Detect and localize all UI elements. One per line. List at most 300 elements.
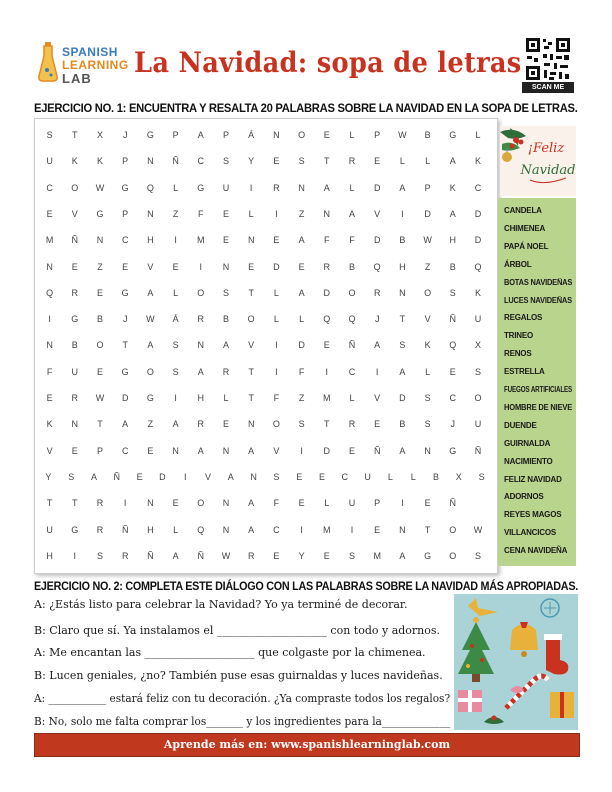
grid-cell[interactable]: M: [373, 550, 381, 561]
grid-cell[interactable]: Ñ: [373, 445, 381, 456]
grid-cell[interactable]: L: [425, 366, 431, 377]
grid-cell[interactable]: G: [71, 524, 79, 535]
grid-cell[interactable]: Y: [45, 471, 52, 482]
grid-cell[interactable]: R: [96, 524, 104, 535]
grid-cell[interactable]: B: [222, 314, 229, 325]
grid-cell[interactable]: N: [46, 261, 53, 272]
grid-cell[interactable]: K: [46, 419, 53, 430]
grid-cell[interactable]: Q: [197, 524, 205, 535]
grid-cell[interactable]: S: [222, 156, 229, 167]
grid-cell[interactable]: T: [248, 366, 254, 377]
grid-cell[interactable]: E: [348, 445, 355, 456]
grid-cell[interactable]: D: [121, 393, 129, 403]
grid-cell[interactable]: H: [46, 550, 53, 561]
grid-cell[interactable]: A: [449, 156, 456, 167]
grid-cell[interactable]: A: [90, 471, 97, 482]
grid-cell[interactable]: U: [348, 498, 356, 509]
grid-cell[interactable]: A: [298, 235, 305, 246]
grid-cell[interactable]: B: [449, 261, 456, 272]
grid-cell[interactable]: R: [323, 261, 331, 272]
grid-cell[interactable]: Z: [172, 208, 179, 219]
grid-cell[interactable]: S: [222, 287, 229, 298]
grid-cell[interactable]: A: [197, 366, 204, 377]
grid-cell[interactable]: E: [374, 524, 381, 535]
grid-cell[interactable]: N: [197, 340, 205, 351]
grid-cell[interactable]: P: [122, 208, 129, 219]
grid-cell[interactable]: V: [273, 445, 280, 456]
grid-cell[interactable]: V: [374, 208, 381, 219]
grid-cell[interactable]: J: [450, 419, 456, 430]
grid-cell[interactable]: Z: [424, 261, 431, 272]
grid-cell[interactable]: D: [323, 287, 331, 298]
grid-cell[interactable]: I: [325, 366, 329, 377]
grid-cell[interactable]: A: [298, 287, 305, 298]
grid-cell[interactable]: N: [222, 261, 230, 272]
grid-cell[interactable]: O: [298, 130, 306, 140]
grid-cell[interactable]: Á: [172, 314, 179, 325]
grid-cell[interactable]: G: [96, 208, 104, 219]
grid-cell[interactable]: H: [449, 235, 457, 246]
grid-cell[interactable]: X: [474, 340, 481, 351]
grid-cell[interactable]: I: [48, 314, 51, 325]
grid-cell[interactable]: R: [71, 393, 79, 403]
grid-cell[interactable]: G: [71, 314, 79, 325]
grid-cell[interactable]: E: [222, 235, 229, 246]
grid-cell[interactable]: B: [96, 314, 103, 325]
grid-cell[interactable]: F: [273, 498, 280, 509]
grid-cell[interactable]: S: [172, 340, 179, 351]
grid-cell[interactable]: L: [349, 393, 355, 403]
grid-cell[interactable]: O: [96, 340, 104, 351]
grid-cell[interactable]: N: [424, 445, 431, 456]
grid-cell[interactable]: S: [273, 471, 280, 482]
grid-cell[interactable]: I: [401, 208, 404, 219]
grid-cell[interactable]: S: [478, 471, 485, 482]
grid-cell[interactable]: K: [449, 182, 456, 193]
grid-cell[interactable]: S: [298, 156, 305, 167]
grid-cell[interactable]: I: [73, 550, 77, 561]
grid-cell[interactable]: X: [96, 130, 103, 140]
grid-cell[interactable]: A: [222, 340, 229, 351]
grid-cell[interactable]: Ñ: [113, 471, 121, 482]
grid-cell[interactable]: D: [399, 393, 406, 403]
grid-cell[interactable]: S: [68, 471, 75, 482]
grid-cell[interactable]: V: [46, 445, 53, 456]
grid-cell[interactable]: X: [455, 471, 462, 482]
grid-cell[interactable]: T: [72, 498, 78, 509]
grid-cell[interactable]: E: [323, 550, 330, 561]
grid-cell[interactable]: O: [449, 550, 457, 561]
grid-cell[interactable]: S: [424, 419, 431, 430]
grid-cell[interactable]: F: [46, 366, 53, 377]
grid-cell[interactable]: Q: [348, 314, 356, 325]
grid-cell[interactable]: W: [398, 130, 407, 140]
grid-cell[interactable]: L: [349, 130, 355, 140]
grid-cell[interactable]: I: [199, 261, 203, 272]
grid-cell[interactable]: S: [474, 550, 481, 561]
grid-cell[interactable]: Ñ: [197, 550, 205, 561]
grid-cell[interactable]: E: [298, 498, 305, 509]
grid-cell[interactable]: Y: [298, 550, 305, 561]
grid-cell[interactable]: D: [424, 208, 431, 219]
grid-cell[interactable]: C: [121, 445, 129, 456]
grid-cell[interactable]: S: [449, 287, 456, 298]
grid-cell[interactable]: A: [122, 419, 129, 430]
grid-cell[interactable]: N: [222, 445, 230, 456]
grid-cell[interactable]: A: [323, 182, 330, 193]
grid-cell[interactable]: E: [449, 366, 456, 377]
grid-cell[interactable]: E: [374, 156, 381, 167]
grid-cell[interactable]: E: [172, 261, 179, 272]
grid-cell[interactable]: E: [296, 471, 303, 482]
grid-cell[interactable]: Q: [146, 182, 154, 193]
grid-cell[interactable]: O: [197, 287, 205, 298]
grid-cell[interactable]: R: [348, 419, 356, 430]
grid-cell[interactable]: E: [273, 235, 280, 246]
grid-cell[interactable]: O: [424, 287, 432, 298]
grid-cell[interactable]: Ñ: [474, 445, 482, 456]
grid-cell[interactable]: I: [350, 524, 354, 535]
grid-cell[interactable]: N: [46, 340, 53, 351]
grid-cell[interactable]: S: [348, 550, 355, 561]
grid-cell[interactable]: F: [349, 235, 355, 246]
grid-cell[interactable]: R: [96, 498, 104, 509]
grid-cell[interactable]: Q: [46, 287, 54, 298]
grid-cell[interactable]: W: [95, 393, 105, 403]
grid-cell[interactable]: U: [46, 156, 53, 167]
grid-cell[interactable]: A: [172, 419, 179, 430]
grid-cell[interactable]: E: [46, 393, 53, 403]
grid-cell[interactable]: W: [146, 314, 155, 325]
dialogue-line[interactable]: A: Me encantan las ____________________ que colgaste por la chimenea.: [34, 646, 426, 659]
grid-cell[interactable]: O: [474, 393, 482, 403]
grid-cell[interactable]: I: [174, 393, 177, 403]
grid-cell[interactable]: E: [122, 261, 129, 272]
grid-cell[interactable]: A: [147, 287, 154, 298]
grid-cell[interactable]: L: [173, 287, 179, 298]
grid-cell[interactable]: G: [121, 182, 129, 193]
grid-cell[interactable]: D: [323, 445, 331, 456]
grid-cell[interactable]: D: [474, 235, 482, 246]
grid-cell[interactable]: Q: [449, 340, 457, 351]
grid-cell[interactable]: U: [222, 182, 230, 193]
grid-cell[interactable]: A: [197, 130, 204, 140]
grid-cell[interactable]: T: [248, 393, 254, 403]
grid-cell[interactable]: I: [275, 340, 278, 351]
grid-cell[interactable]: S: [46, 130, 53, 140]
grid-cell[interactable]: N: [172, 445, 179, 456]
grid-cell[interactable]: W: [221, 550, 231, 561]
grid-cell[interactable]: I: [174, 235, 177, 246]
grid-cell[interactable]: C: [341, 471, 349, 482]
grid-cell[interactable]: B: [399, 235, 406, 246]
grid-cell[interactable]: E: [136, 471, 143, 482]
grid-cell[interactable]: A: [449, 208, 456, 219]
grid-cell[interactable]: V: [374, 393, 381, 403]
grid-cell[interactable]: G: [146, 393, 154, 403]
grid-cell[interactable]: N: [399, 524, 406, 535]
grid-cell[interactable]: A: [399, 550, 406, 561]
grid-cell[interactable]: E: [273, 156, 280, 167]
grid-cell[interactable]: U: [474, 314, 482, 325]
grid-cell[interactable]: O: [247, 314, 255, 325]
grid-cell[interactable]: P: [222, 130, 229, 140]
grid-cell[interactable]: S: [424, 393, 431, 403]
grid-cell[interactable]: A: [172, 550, 179, 561]
grid-cell[interactable]: E: [147, 445, 154, 456]
grid-cell[interactable]: S: [172, 366, 179, 377]
grid-cell[interactable]: R: [222, 366, 230, 377]
grid-cell[interactable]: V: [248, 340, 255, 351]
grid-cell[interactable]: N: [222, 524, 230, 535]
grid-cell[interactable]: T: [72, 130, 78, 140]
grid-cell[interactable]: G: [197, 182, 205, 193]
grid-cell[interactable]: F: [273, 393, 280, 403]
grid-cell[interactable]: M: [323, 393, 331, 403]
grid-cell[interactable]: T: [122, 340, 128, 351]
grid-cell[interactable]: O: [71, 182, 79, 193]
grid-cell[interactable]: G: [121, 287, 129, 298]
grid-cell[interactable]: L: [324, 498, 330, 509]
grid-cell[interactable]: N: [247, 235, 255, 246]
grid-cell[interactable]: W: [423, 235, 432, 246]
grid-cell[interactable]: S: [399, 340, 406, 351]
grid-cell[interactable]: L: [299, 314, 305, 325]
grid-cell[interactable]: L: [410, 471, 416, 482]
grid-cell[interactable]: U: [364, 471, 371, 482]
grid-cell[interactable]: I: [275, 208, 278, 219]
grid-cell[interactable]: E: [424, 498, 431, 509]
grid-cell[interactable]: O: [146, 366, 154, 377]
grid-cell[interactable]: L: [273, 314, 279, 325]
grid-cell[interactable]: R: [348, 156, 356, 167]
grid-cell[interactable]: S: [298, 419, 305, 430]
grid-cell[interactable]: F: [198, 208, 204, 219]
qr-code-icon[interactable]: [524, 36, 572, 82]
grid-cell[interactable]: Z: [298, 208, 305, 219]
grid-cell[interactable]: E: [248, 261, 255, 272]
grid-cell[interactable]: F: [324, 235, 330, 246]
grid-cell[interactable]: T: [248, 287, 254, 298]
grid-cell[interactable]: N: [147, 156, 154, 167]
grid-cell[interactable]: Ñ: [71, 235, 79, 246]
grid-cell[interactable]: K: [474, 287, 481, 298]
grid-cell[interactable]: P: [122, 156, 129, 167]
grid-cell[interactable]: Q: [323, 314, 331, 325]
grid-cell[interactable]: A: [348, 208, 355, 219]
grid-cell[interactable]: A: [248, 498, 255, 509]
grid-cell[interactable]: R: [121, 550, 129, 561]
grid-cell[interactable]: Q: [474, 261, 482, 272]
grid-cell[interactable]: U: [46, 524, 53, 535]
grid-cell[interactable]: E: [374, 419, 381, 430]
grid-cell[interactable]: V: [147, 261, 154, 272]
grid-cell[interactable]: K: [424, 340, 431, 351]
grid-cell[interactable]: L: [425, 156, 431, 167]
grid-cell[interactable]: E: [298, 261, 305, 272]
grid-cell[interactable]: G: [121, 366, 129, 377]
grid-cell[interactable]: L: [223, 393, 229, 403]
grid-cell[interactable]: L: [173, 182, 179, 193]
grid-cell[interactable]: N: [247, 419, 255, 430]
grid-cell[interactable]: D: [273, 261, 280, 272]
grid-cell[interactable]: D: [474, 208, 482, 219]
grid-cell[interactable]: O: [197, 498, 205, 509]
grid-cell[interactable]: A: [147, 340, 154, 351]
grid-cell[interactable]: H: [147, 235, 154, 246]
grid-cell[interactable]: T: [97, 419, 103, 430]
grid-cell[interactable]: L: [399, 156, 405, 167]
grid-cell[interactable]: R: [71, 287, 79, 298]
grid-cell[interactable]: L: [273, 287, 279, 298]
grid-cell[interactable]: A: [399, 366, 406, 377]
grid-cell[interactable]: R: [247, 550, 255, 561]
word-search-grid[interactable]: [34, 118, 498, 574]
grid-cell[interactable]: O: [348, 287, 356, 298]
grid-cell[interactable]: A: [197, 445, 204, 456]
grid-cell[interactable]: B: [71, 340, 78, 351]
grid-cell[interactable]: C: [197, 156, 205, 167]
grid-cell[interactable]: R: [373, 287, 381, 298]
grid-cell[interactable]: D: [159, 471, 166, 482]
grid-cell[interactable]: N: [222, 498, 230, 509]
dialogue-line[interactable]: B: Claro que sí. Ya instalamos el ____________________ con todo y adornos.: [34, 624, 441, 637]
grid-cell[interactable]: A: [248, 524, 255, 535]
grid-cell[interactable]: M: [323, 524, 331, 535]
grid-cell[interactable]: K: [71, 156, 78, 167]
grid-cell[interactable]: W: [473, 524, 483, 535]
grid-cell[interactable]: J: [122, 314, 128, 325]
grid-cell[interactable]: Z: [298, 393, 305, 403]
grid-cell[interactable]: E: [222, 419, 229, 430]
grid-cell[interactable]: H: [399, 261, 406, 272]
grid-cell[interactable]: D: [298, 340, 305, 351]
grid-cell[interactable]: P: [374, 130, 381, 140]
grid-cell[interactable]: A: [399, 182, 406, 193]
grid-cell[interactable]: L: [248, 208, 254, 219]
grid-cell[interactable]: A: [399, 445, 406, 456]
grid-cell[interactable]: I: [375, 366, 379, 377]
grid-cell[interactable]: E: [71, 261, 78, 272]
grid-cell[interactable]: Ñ: [449, 498, 457, 509]
grid-cell[interactable]: C: [46, 182, 53, 193]
grid-cell[interactable]: Ñ: [147, 550, 154, 561]
grid-cell[interactable]: N: [323, 208, 331, 219]
grid-cell[interactable]: J: [122, 130, 128, 140]
grid-cell[interactable]: E: [96, 287, 103, 298]
grid-cell[interactable]: I: [275, 366, 278, 377]
grid-cell[interactable]: Ñ: [121, 524, 129, 535]
grid-cell[interactable]: U: [71, 366, 79, 377]
grid-cell[interactable]: K: [96, 156, 103, 167]
grid-cell[interactable]: B: [424, 130, 431, 140]
grid-cell[interactable]: P: [172, 130, 179, 140]
grid-cell[interactable]: M: [197, 235, 205, 246]
grid-cell[interactable]: C: [273, 524, 280, 535]
grid-cell[interactable]: Á: [248, 130, 255, 140]
grid-cell[interactable]: P: [424, 182, 431, 193]
grid-cell[interactable]: P: [374, 498, 381, 509]
footer-banner[interactable]: [34, 733, 580, 757]
grid-cell[interactable]: V: [71, 208, 78, 219]
grid-cell[interactable]: T: [399, 314, 406, 325]
grid-cell[interactable]: Ñ: [449, 314, 457, 325]
grid-cell[interactable]: K: [474, 156, 481, 167]
grid-cell[interactable]: E: [318, 471, 325, 482]
grid-cell[interactable]: C: [121, 235, 129, 246]
grid-cell[interactable]: Z: [147, 419, 154, 430]
grid-cell[interactable]: S: [474, 366, 481, 377]
grid-cell[interactable]: N: [298, 182, 305, 193]
grid-cell[interactable]: G: [146, 130, 154, 140]
grid-cell[interactable]: V: [204, 471, 211, 482]
grid-cell[interactable]: I: [123, 498, 127, 509]
grid-cell[interactable]: U: [474, 419, 482, 430]
grid-cell[interactable]: S: [96, 550, 103, 561]
grid-cell[interactable]: L: [475, 130, 481, 140]
grid-cell[interactable]: T: [46, 498, 53, 509]
grid-cell[interactable]: J: [374, 314, 380, 325]
grid-cell[interactable]: Y: [248, 156, 255, 167]
grid-cell[interactable]: E: [323, 340, 330, 351]
grid-cell[interactable]: E: [96, 366, 103, 377]
grid-cell[interactable]: H: [147, 524, 154, 535]
grid-cell[interactable]: V: [424, 314, 431, 325]
grid-cell[interactable]: L: [173, 524, 179, 535]
grid-cell[interactable]: C: [449, 393, 457, 403]
grid-cell[interactable]: N: [147, 208, 154, 219]
grid-cell[interactable]: H: [197, 393, 205, 403]
grid-cell[interactable]: Ñ: [348, 340, 356, 351]
grid-cell[interactable]: N: [71, 419, 79, 430]
grid-cell[interactable]: E: [222, 208, 229, 219]
grid-cell[interactable]: W: [95, 182, 105, 193]
grid-cell[interactable]: M: [45, 235, 54, 246]
grid-cell[interactable]: Ñ: [172, 156, 179, 167]
grid-cell[interactable]: B: [432, 471, 439, 482]
grid-cell[interactable]: Z: [97, 261, 103, 272]
grid-cell[interactable]: N: [96, 235, 104, 246]
grid-cell[interactable]: C: [474, 182, 482, 193]
grid-cell[interactable]: A: [227, 471, 234, 482]
grid-cell[interactable]: G: [449, 130, 457, 140]
grid-cell[interactable]: O: [272, 419, 280, 430]
grid-cell[interactable]: T: [324, 156, 330, 167]
grid-cell[interactable]: C: [348, 366, 356, 377]
grid-cell[interactable]: L: [387, 471, 393, 482]
grid-cell[interactable]: N: [273, 130, 280, 140]
dialogue-line[interactable]: B: No, solo me falta comprar los_______ y los ingredientes para la_____________: [34, 715, 451, 728]
grid-cell[interactable]: G: [449, 445, 457, 456]
grid-cell[interactable]: E: [172, 498, 179, 509]
grid-cell[interactable]: E: [273, 550, 280, 561]
grid-cell[interactable]: I: [300, 524, 303, 535]
grid-cell[interactable]: A: [248, 445, 255, 456]
dialogue-line[interactable]: A: ___________ estará feliz con tu decoración. ¿Ya compraste todos los regalos?: [34, 692, 451, 705]
grid-cell[interactable]: E: [71, 445, 78, 456]
grid-cell[interactable]: I: [183, 471, 187, 482]
grid-cell[interactable]: A: [374, 340, 381, 351]
grid-cell[interactable]: P: [96, 445, 103, 456]
grid-cell[interactable]: T: [424, 524, 431, 535]
grid-cell[interactable]: G: [424, 550, 432, 561]
grid-cell[interactable]: N: [250, 471, 257, 482]
grid-cell[interactable]: F: [298, 366, 305, 377]
grid-cell[interactable]: R: [197, 419, 205, 430]
grid-cell[interactable]: R: [273, 182, 280, 193]
grid-cell[interactable]: R: [197, 314, 205, 325]
grid-cell[interactable]: B: [348, 261, 355, 272]
